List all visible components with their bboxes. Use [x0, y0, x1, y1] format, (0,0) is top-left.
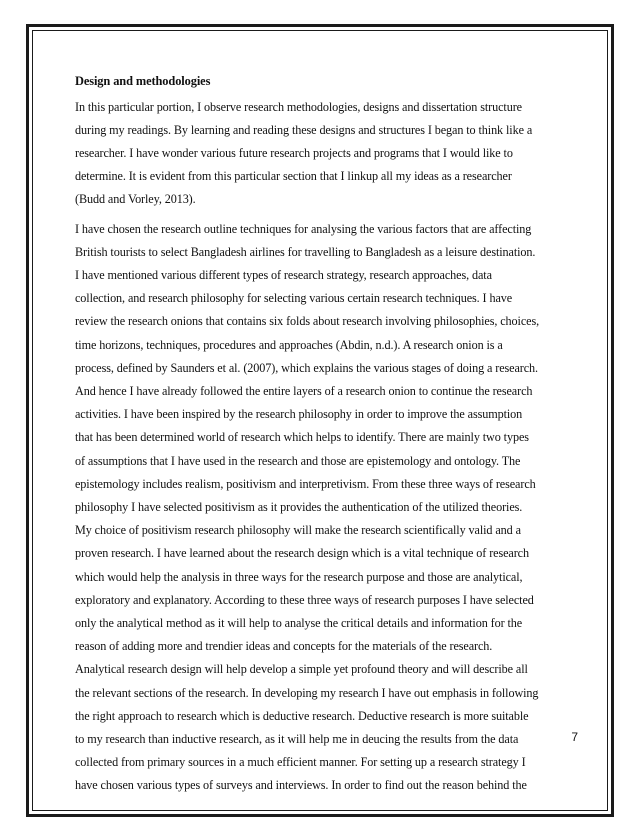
- text-line: time horizons, techniques, procedures and approaches (Abdin, n.d.). A research onion is a: [75, 337, 503, 352]
- text-line: determine. It is evident from this particular section that I linkup all my ideas as a researcher: [75, 169, 512, 184]
- text-line: that has been determined world of research which helps to identify. There are mainly two types: [75, 430, 529, 445]
- text-line: during my readings. By learning and reading these designs and structures I began to think like a: [75, 122, 533, 137]
- page-number: 7: [571, 730, 578, 744]
- text-line: exploratory and explanatory. According to these three ways of research purposes I have selected: [75, 592, 534, 607]
- paragraph: [75, 218, 575, 798]
- text-line: philosophy I have selected positivism as it provides the authentication of the utilized theories.: [75, 500, 523, 515]
- text-line: only the analytical method as it will help to analyse the critical details and information for the: [75, 616, 523, 631]
- text-line: And hence I have already followed the entire layers of a research onion to continue the research: [75, 384, 533, 399]
- text-line: reason of adding more and trendier ideas and concepts for the materials of the research.: [75, 639, 493, 654]
- text-line: I have chosen the research outline techniques for analysing the various factors that are affecting: [75, 221, 532, 236]
- text-line: have chosen various types of surveys and interviews. In order to find out the reason behind the: [75, 778, 527, 793]
- text-line: the relevant sections of the research. In developing my research I have out emphasis in following: [75, 685, 539, 700]
- text-line: which would help the analysis in three ways for the research purpose and those are analytical,: [75, 569, 523, 584]
- text-line: (Budd and Vorley, 2013).: [75, 192, 196, 207]
- text-line: researcher. I have wonder various future research projects and programs that I would like to: [75, 146, 513, 160]
- text-line: collected from primary sources in a much efficient manner. For setting up a research strategy I: [75, 755, 526, 770]
- text-line: My choice of positivism research philosophy will make the research scientifically valid and a: [75, 523, 521, 538]
- text-line: In this particular portion, I observe research methodologies, designs and dissertation structure: [75, 99, 522, 114]
- text-line: process, defined by Saunders et al. (2007), which explains the various stages of doing a research.: [75, 360, 539, 375]
- text-line: proven research. I have learned about the research design which is a vital technique of research: [75, 546, 529, 561]
- text-line: review the research onions that contains six folds about research involving philosophies, choices,: [75, 314, 540, 329]
- text-line: collection, and research philosophy for selecting various certain research techniques. I have: [75, 291, 513, 306]
- section-heading: Design and methodologies: [75, 74, 211, 88]
- text-line: Analytical research design will help develop a simple yet profound theory and will describe all: [75, 662, 528, 677]
- text-line: activities. I have been inspired by the research philosophy in order to improve the assumption: [75, 407, 523, 422]
- document-body: [75, 68, 575, 798]
- paragraph: [75, 96, 575, 212]
- text-line: the right approach to research which is deductive research. Deductive research is more suitable: [75, 708, 529, 723]
- text-line: to my research than inductive research, as it will help me in deucing the results from the data: [75, 732, 519, 747]
- text-line: British tourists to select Bangladesh airlines for travelling to Bangladesh as a leisure destination.: [75, 244, 536, 259]
- text-line: of assumptions that I have used in the research and those are epistemology and ontology. The: [75, 453, 521, 468]
- text-line: epistemology includes realism, positivism and interpretivism. From these three ways of research: [75, 476, 536, 491]
- text-line: I have mentioned various different types of research strategy, research approaches, data: [75, 268, 492, 283]
